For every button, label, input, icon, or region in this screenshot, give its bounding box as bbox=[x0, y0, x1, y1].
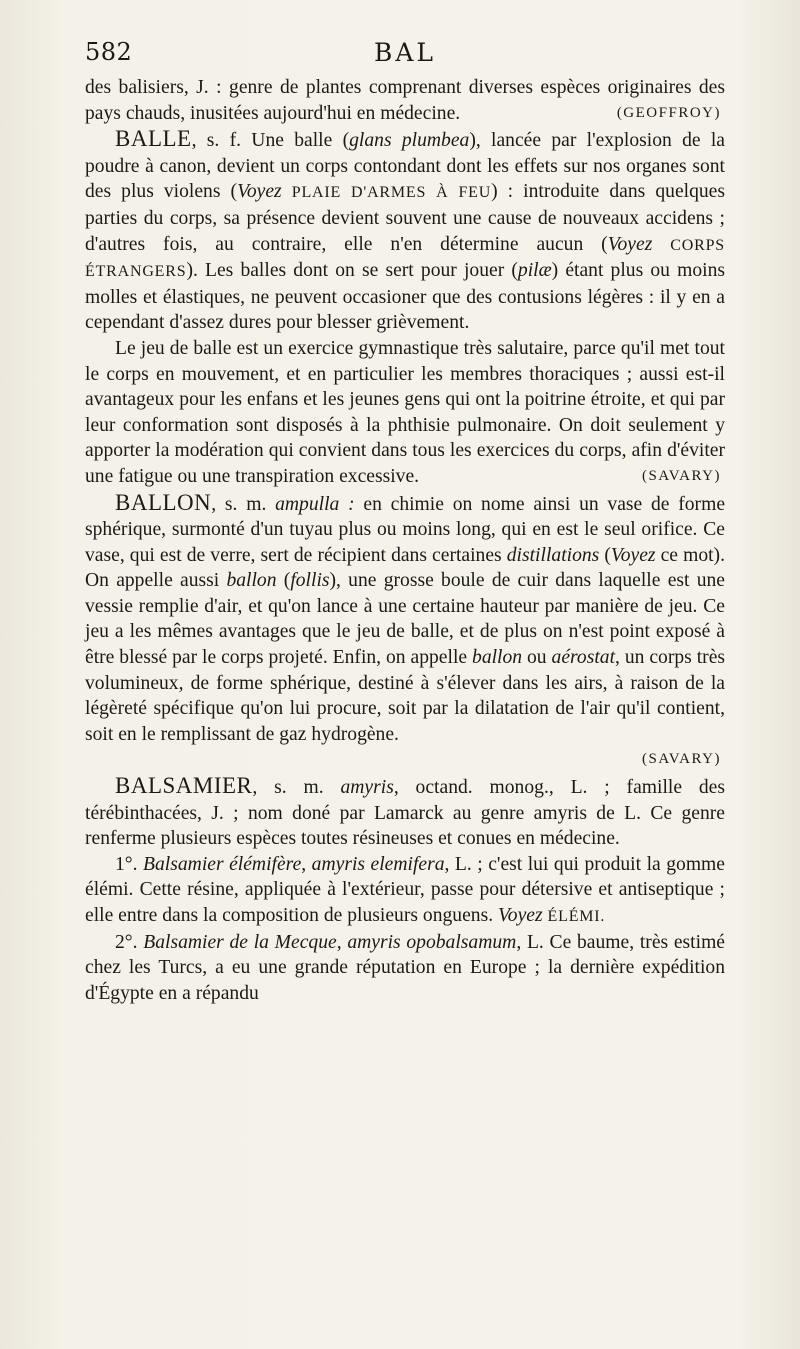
page-number: 582 bbox=[85, 38, 133, 66]
entry-balle: BALLE, s. f. Une balle (glans plumbea), lancée par l'explosion de la poudre à canon, devient un corps contondant dont les effets sur nos organes sont des plus violens (Voyez PLAIE D'ARMES À FEU) : introduite dans quelques parties du corps, sa présence devient souvent une cause de nouveaux accidens ; d'autres fois, au contraire, elle n'en détermine aucun (Voyez CORPS ÉTRANGERS). Les balles dont on se sert pour jouer (pilæ) étant plus ou moins molles et élastiques, ne peuvent occasioner que des contusions légères : il y en a cependant d'assez dures pour blesser grièvement. bbox=[85, 126, 725, 334]
cross-reference: ÉLÉMI. bbox=[547, 908, 606, 925]
author-signature: (SAVARY) bbox=[642, 467, 721, 484]
author-signature: (SAVARY) bbox=[642, 751, 721, 768]
headword-ballon: BALLON bbox=[115, 489, 212, 515]
cross-reference: CORPS ÉTRANGERS bbox=[85, 236, 725, 281]
entry-balsamier: BALSAMIER, s. m. amyris, octand. monog., L. ; famille des térébinthacées, J. ; nom doné par Lamarck au genre amyris de L. Ce genre renferme plusieurs espèces toutes résineuses et conues en médecine. bbox=[85, 773, 726, 850]
dictionary-text bbox=[85, 75, 725, 1006]
author-signature: (GEOFFROY) bbox=[616, 104, 721, 121]
entry-balle-paragraph-2: Le jeu de balle est un exercice gymnastique très salutaire, parce qu'il met tout le corps en mouvement, et en particulier les membres thoraciques ; aussi est-il avantageux pour les enfans et les jeunes gens qui ont la poitrine étroite, et qui par leur conformation sont disposés à la phthisie pulmonaire. On doit seulement y apporter la modération qui convient dans tous les exercices du corps, afin d'éviter une fatigue ou une transpiration excessive. (SAVARY) bbox=[85, 336, 725, 490]
entry-balsamier-item-1: 1°. Balsamier élémifère, amyris elemifera, L. ; c'est lui qui produit la gomme élémi. Cette résine, appliquée à l'extérieur, passe pour détersive et antiseptique ; elle entre dans la composition de plusieurs onguens. Voyez ÉLÉMI. bbox=[85, 853, 725, 926]
page-header bbox=[85, 38, 725, 72]
entry-ballon: BALLON, s. m. ampulla : en chimie on nome ainsi un vase de forme sphérique, surmonté d'un tuyau plus ou moins long, qui en est le seul orifice. Ce vase, qui est de verre, sert de récipient dans certaines distillations (Voyez ce mot). On appelle aussi ballon (follis), une grosse boule de cuir dans laquelle est une vessie remplie d'air, et qu'on lance à une certaine hauteur par manière de jeu. Ce jeu a les mêmes avantages que le jeu de balle, et de plus on n'est point exposé à être blessé par le corps projeté. Enfin, on appelle ballon ou aérostat, un corps très volumineux, de forme sphérique, destiné à s'élever dans les airs, à raison de la légèreté spécifique qu'on lui procure, soit par la dilatation de l'air qu'il contient, soit en le remplissant de gaz hydrogène. bbox=[85, 489, 726, 745]
headword-balsamier: BALSAMIER bbox=[115, 773, 253, 799]
entry-balsamier-item-2: 2°. Balsamier de la Mecque, amyris opobalsamum, L. Ce baume, très estimé chez les Turcs, a eu une grande réputation en Europe ; la dernière expédition d'Égypte en a répandu bbox=[85, 931, 726, 1004]
cross-reference: PLAIE D'ARMES À FEU bbox=[291, 184, 492, 202]
headword-balle: BALLE bbox=[115, 126, 192, 152]
entry-balisiers-continuation: des balisiers, J. : genre de plantes comprenant diverses espèces originaires des pays chauds, inusitées aujourd'hui en médecine. (GEOFFROY) bbox=[85, 75, 725, 126]
running-head: BAL bbox=[373, 38, 437, 67]
